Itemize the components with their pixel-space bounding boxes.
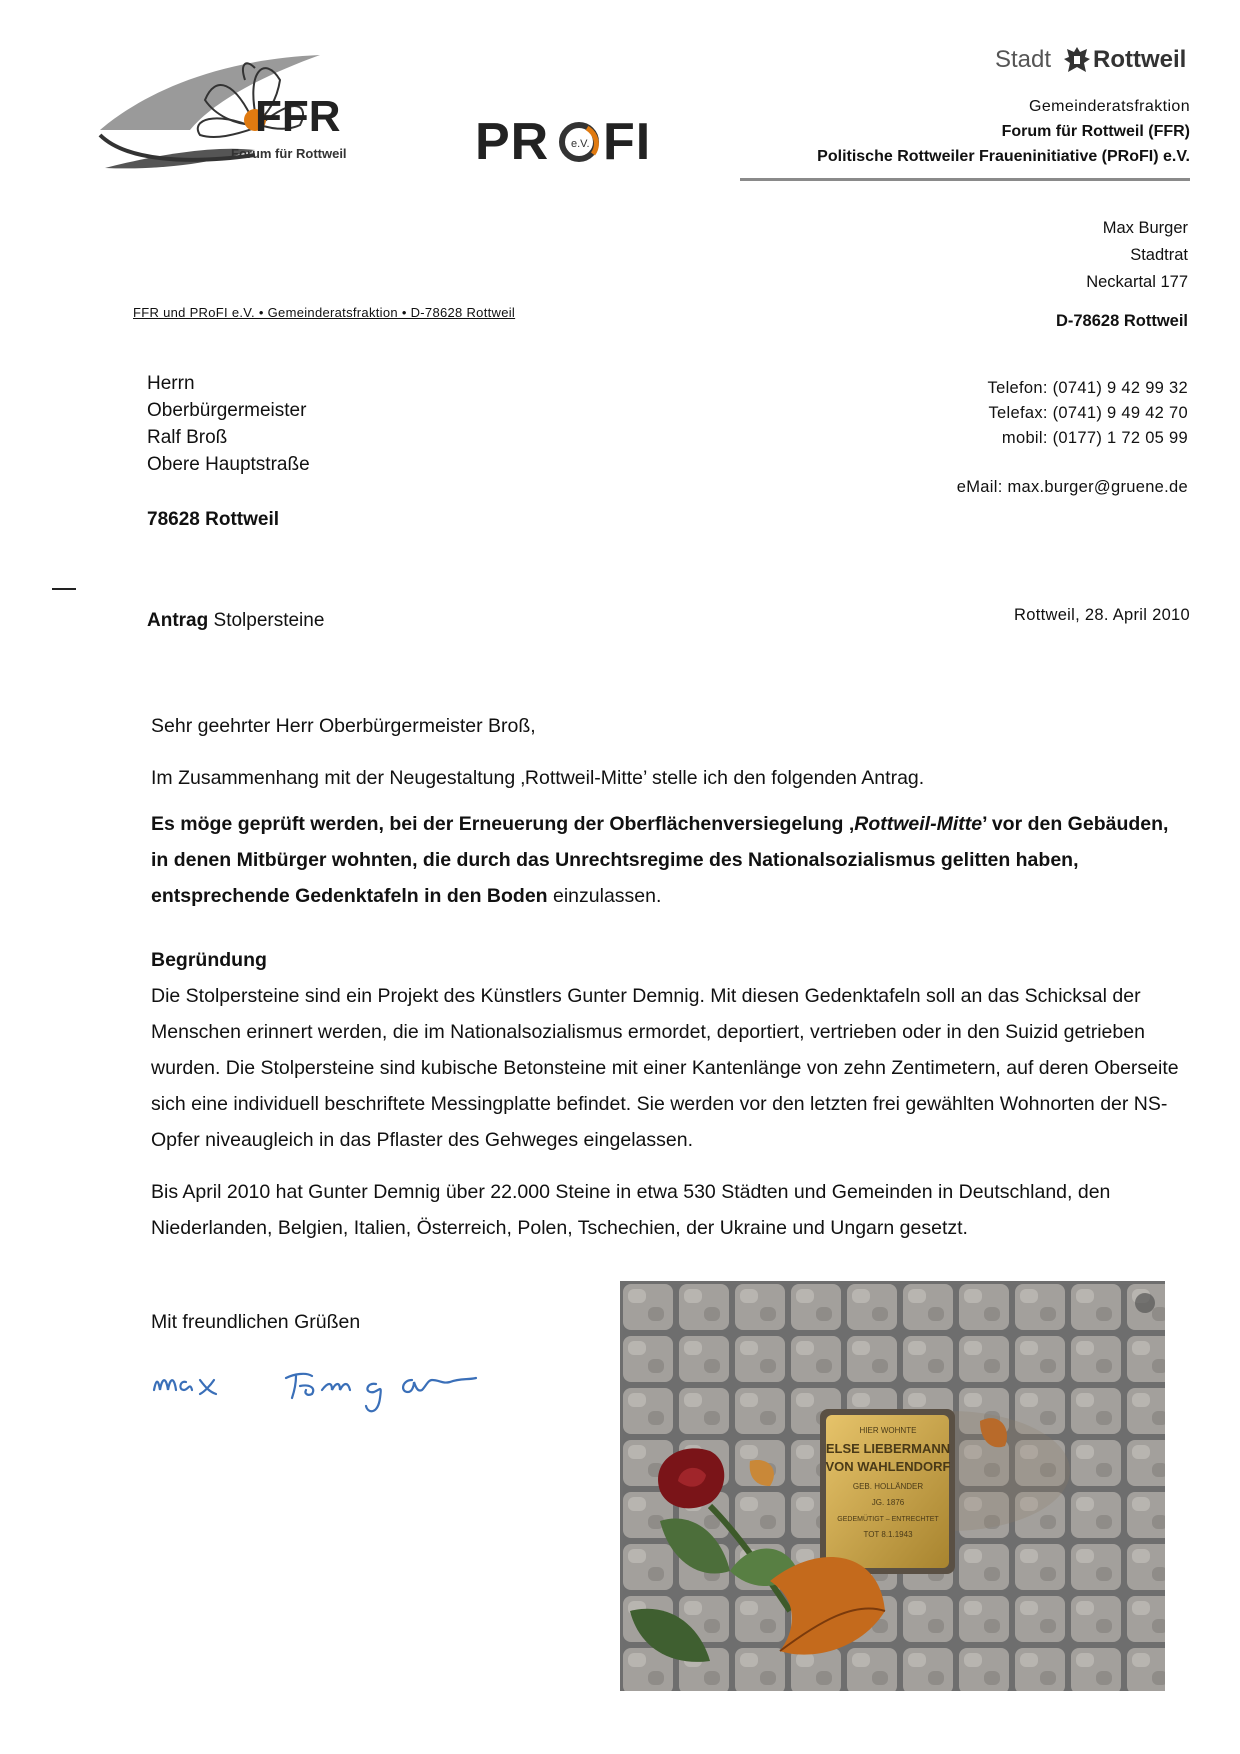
contact-block [850,375,1188,501]
brass-plaque [826,1415,949,1568]
faction-line-1: Gemeinderatsfraktion [1029,98,1190,115]
ffr-logo [95,40,425,175]
subject-label: Antrag [147,610,209,631]
faction-line-3: Politische Rottweiler Fraueninitiative (PRoFI) e.V. [817,148,1190,165]
recipient-line-4: Obere Hauptstraße [147,454,310,475]
faction-block [700,94,1190,169]
handwritten-signature [150,1350,530,1425]
reason-paragraph-1: Die Stolpersteine sind ein Projekt des Künstlers Gunter Demnig. Mit diesen Gedenktafeln soll an das Schicksal der Menschen erinnert werden, die im Nationalsozialismus ermordet, deportiert, vertrieben oder in den Suizid getrieben wurden. Die Stolpersteine sind kubische Betonsteine mit einer Kantenlänge von zehn Zentimetern, auf deren Oberseite sich eine individuell beschriftete Messingplatte befindet. Sie werden vor den letzten frei gewählten Wohnorten der NS-Opfer niveaugleich in das Pflaster des Gehweges eingelassen. [151,985,1179,1151]
sender-name: Max Burger [1102,219,1188,237]
motion-text-italic: Rottweil-Mitte [854,813,983,835]
profi-logo [475,112,655,172]
recipient-line-3: Ralf Broß [147,427,228,448]
ffr-wordmark: FFR [255,92,341,141]
city-logo [995,44,1195,80]
salutation: Sehr geehrter Herr Oberbürgermeister Broß, [151,715,536,737]
sender-role: Stadtrat [1130,246,1188,264]
plaque-line-7: TOT 8.1.1943 [863,1530,913,1539]
city-prefix: Stadt [995,46,1052,73]
closing: Mit freundlichen Grüßen [151,1311,361,1333]
subject-text: Stolpersteine [213,610,325,631]
profi-wordmark-right: FI [603,113,652,171]
profi-ring-text: e.V. [571,138,590,150]
sender-address [850,215,1188,335]
contact-email: eMail: max.burger@gruene.de [956,478,1188,496]
intro-paragraph: Im Zusammenhang mit der Neugestaltung ‚Rottweil-Mitte’ stelle ich den folgenden Antrag. [151,767,925,789]
stolperstein-photo [620,1281,1165,1691]
motion-text-1: Es möge geprüft werden, bei der Erneuerung der Oberflächenversiegelung ‚ [151,813,855,835]
header-divider [740,178,1190,181]
sender-city: D-78628 Rottweil [1055,312,1188,330]
reason-heading: Begründung [151,949,267,971]
city-name: Rottweil [1093,46,1187,73]
plaque-line-6: GEDEMÜTIGT – ENTRECHTET [837,1516,939,1523]
contact-mobil: mobil: (0177) 1 72 05 99 [1001,429,1188,447]
faction-line-2: Forum für Rottweil (FFR) [1001,123,1190,140]
plaque-line-4: GEB. HOLLÄNDER [852,1482,924,1491]
recipient-line-2: Oberbürgermeister [147,400,307,421]
letter-date: Rottweil, 28. April 2010 [1014,606,1190,624]
recipient-city: 78628 Rottweil [147,509,279,530]
plaque-line-2: ELSE LIEBERMANN [825,1441,951,1456]
plaque-line-5: JG. 1876 [871,1498,905,1507]
motion-text-2: ’ vor den Gebäuden, in denen Mitbürger wohnten, die durch das Unrechtsregime des Nationalsozialismus gelitten haben, entsprechende Gedenktafeln in den Boden [151,813,1169,907]
motion-text-tail: einzulassen. [553,885,662,907]
subject-line [147,610,324,632]
return-address-line: FFR und PRoFI e.V. • Gemeinderatsfraktion • D-78628 Rottweil [133,305,516,320]
sender-street: Neckartal 177 [1086,273,1188,291]
fold-mark [52,588,76,590]
eagle-crest-icon [1063,44,1091,78]
reason-paragraph-2: Bis April 2010 hat Gunter Demnig über 22.000 Steine in etwa 530 Städten und Gemeinden in Deutschland, den Niederlanden, Belgien, Italien, Österreich, Polen, Tschechien, der Ukraine und Ungarn gesetzt. [151,1181,1111,1239]
recipient-block [147,370,310,533]
contact-telefon: Telefon: (0741) 9 42 99 32 [987,379,1188,397]
plaque-line-3: VON WAHLENDORF [825,1459,951,1474]
contact-telefax: Telefax: (0741) 9 49 42 70 [988,404,1188,422]
ffr-subtitle: Forum für Rottweil [231,146,347,161]
recipient-line-1: Herrn [147,373,195,394]
profi-wordmark-left: PR [475,113,550,171]
plaque-line-1: HIER WOHNTE [859,1426,917,1435]
motion-paragraph [151,806,1181,914]
profi-ring-icon [557,120,601,164]
